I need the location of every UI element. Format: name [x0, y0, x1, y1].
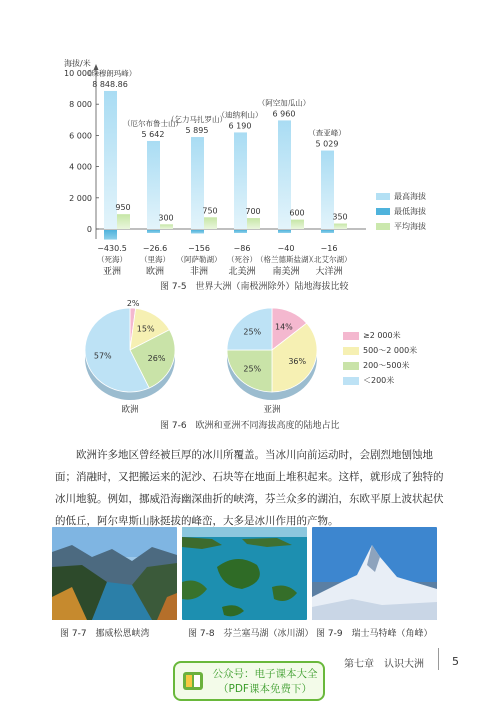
bar-max-value: 5 029: [315, 139, 339, 149]
pie-slice-label: 36%: [288, 357, 307, 367]
pie-legend-swatch-3: [343, 362, 359, 370]
pie-slice-label: 15%: [136, 324, 155, 334]
y-tick-label: 10 000: [64, 69, 92, 78]
pie-slice-label: 25%: [243, 364, 262, 374]
bar-min-place: （格兰德斯盐湖）: [256, 255, 316, 264]
pie-legend-item-1: [343, 330, 401, 341]
watermark-line-2: （PDF课本免费下）: [218, 683, 312, 695]
y-axis-label: 海拔/米: [64, 59, 91, 68]
legend-swatch-min: [376, 208, 390, 215]
bar-min-place: （阿萨勒湖）: [176, 255, 222, 264]
bar-avg: [334, 224, 347, 229]
legend-item-avg: [376, 221, 426, 232]
pie-legend-label-2: 500～2 000米: [363, 346, 418, 355]
bar-max-value: 5 642: [141, 129, 165, 139]
photo-sognefjord: [52, 527, 177, 620]
bar-avg-value: 950: [115, 203, 131, 213]
bar-max-value: 6 190: [228, 121, 252, 131]
pie-name: 欧洲: [121, 405, 139, 415]
figure-caption-7-6: 图 7-6 欧洲和亚洲不同海拔高度的陆地占比: [160, 421, 340, 431]
bar-max-place: （珠穆朗玛峰）: [83, 68, 137, 78]
y-tick-label: 0: [86, 225, 92, 234]
category-label: 亚洲: [102, 267, 122, 277]
bar-min-place: （死谷）: [227, 255, 257, 264]
y-tick-label: 6 000: [69, 131, 92, 141]
bar-min: [278, 230, 291, 233]
y-tick-label: 8 000: [69, 100, 92, 110]
bar-min: [321, 230, 334, 233]
body-paragraph: 欧洲许多地区曾经被巨厚的冰川所覆盖。当冰川向前运动时，会剧烈地刨蚀地面；消融时，又把搬运来的泥沙、石块等在地面上堆积起来。这样，就形成了独特的冰川地貌。例如，挪威沿海幽深曲折的峡湾，芬兰众多的湖泊，东欧平原上波状起伏的低丘，阿尔卑斯山脉挺拔的峰峦，大多是冰川作用的产物。: [55, 449, 444, 527]
bar-min: [147, 230, 160, 233]
bar-max-place: （查亚峰）: [308, 128, 346, 138]
category-label: 大洋洲: [315, 267, 343, 277]
mountain-image: [312, 527, 437, 620]
elevation-share-pie-charts: [0, 295, 500, 415]
category-label: 欧洲: [145, 267, 165, 277]
bar-max-place: （乞力马扎罗山）: [167, 115, 227, 125]
pie-slice-label: 25%: [243, 327, 262, 337]
bar-avg: [247, 218, 260, 229]
pie-legend-label-3: 200～500米: [363, 361, 410, 370]
y-tick-label: 2 000: [69, 193, 92, 203]
figure-caption-7-7: 图 7-7 挪威松恩峡湾: [60, 629, 150, 639]
legend-item-min: [376, 206, 426, 217]
bar-avg-value: 600: [289, 208, 305, 218]
fjord-image: [52, 527, 177, 620]
bar-avg: [117, 214, 130, 229]
bar-min-value: −156: [188, 244, 210, 253]
pie-name: 亚洲: [263, 405, 281, 415]
bar-avg: [160, 224, 173, 229]
pie-legend-item-4: [343, 375, 394, 386]
legend-swatch-max: [376, 193, 390, 200]
bar-max-value: 5 895: [185, 126, 209, 136]
watermark-badge: [173, 661, 325, 701]
figure-caption-7-5: 图 7-5 世界大洲（南极洲除外）陆地海拔比较: [160, 282, 349, 292]
pie-slice-label: 26%: [147, 354, 166, 364]
bar-min-value: −430.5: [97, 244, 127, 253]
legend-label-max: 最高海拔: [394, 192, 426, 201]
category-label: 南美洲: [272, 267, 300, 277]
chapter-title: 第七章 认识大洲: [344, 659, 424, 670]
bar-avg-value: 350: [332, 212, 348, 222]
pie-slice-label: 14%: [274, 322, 293, 332]
bar-avg: [291, 220, 304, 229]
bar-avg: [204, 217, 217, 229]
photo-saimaa: [182, 527, 307, 620]
bar-min-place: （里海）: [140, 255, 170, 264]
bar-avg-value: 700: [245, 207, 261, 217]
legend-label-avg: 平均海拔: [394, 222, 426, 231]
bar-max-value: 6 960: [272, 109, 296, 119]
category-label: 北美洲: [228, 267, 256, 277]
bar-min: [234, 230, 247, 233]
pie-legend-label-1: ≥2 000米: [363, 331, 401, 340]
legend-item-max: [376, 191, 426, 202]
pie-legend-label-4: ＜200米: [363, 376, 395, 385]
bar-min-value: −86: [233, 244, 251, 253]
lake-image: [182, 527, 307, 620]
pie-legend-swatch-1: [343, 332, 359, 340]
figure-caption-7-8: 图 7-8 芬兰塞马湖（冰川湖）: [188, 629, 314, 639]
pie-legend-swatch-2: [343, 347, 359, 355]
pie-legend-swatch-4: [343, 377, 359, 385]
bar-min: [104, 230, 117, 240]
book-icon: [181, 669, 205, 693]
bar-min-place: （北艾尔湖）: [306, 255, 352, 264]
bar-min-value: −16: [320, 244, 338, 253]
bar-max-place: （阿空加瓜山）: [257, 98, 311, 108]
bar-min-value: −26.6: [142, 244, 168, 253]
pie-legend-item-2: [343, 345, 417, 356]
bar-min-value: −40: [277, 244, 295, 253]
pie-slice-label: 2%: [126, 299, 140, 309]
y-tick-label: 4 000: [69, 162, 92, 172]
figure-caption-7-9: 图 7-9 瑞士马特峰（角峰）: [316, 629, 433, 639]
legend-label-min: 最低海拔: [394, 207, 426, 216]
bar-avg-value: 300: [158, 213, 174, 223]
footer-divider: [438, 648, 439, 670]
category-label: 非洲: [189, 267, 209, 277]
legend-swatch-avg: [376, 223, 390, 230]
bar-avg-value: 750: [202, 206, 218, 216]
bar-min: [191, 230, 204, 233]
page-number: 5: [452, 655, 459, 668]
pie-legend-item-3: [343, 360, 410, 371]
pie-slice-label: 57%: [93, 351, 112, 361]
bar-max-value: 8 848.86: [92, 79, 128, 89]
bar-max-place: （厄尔布鲁士山）: [123, 118, 183, 128]
bar-min-place: （死海）: [97, 255, 127, 264]
continent-elevation-bar-chart: [0, 0, 500, 300]
watermark-line-1: 公众号：电子课本大全: [212, 668, 318, 680]
bar-max-place: （迪纳利山）: [217, 110, 263, 120]
photo-matterhorn: [312, 527, 437, 620]
